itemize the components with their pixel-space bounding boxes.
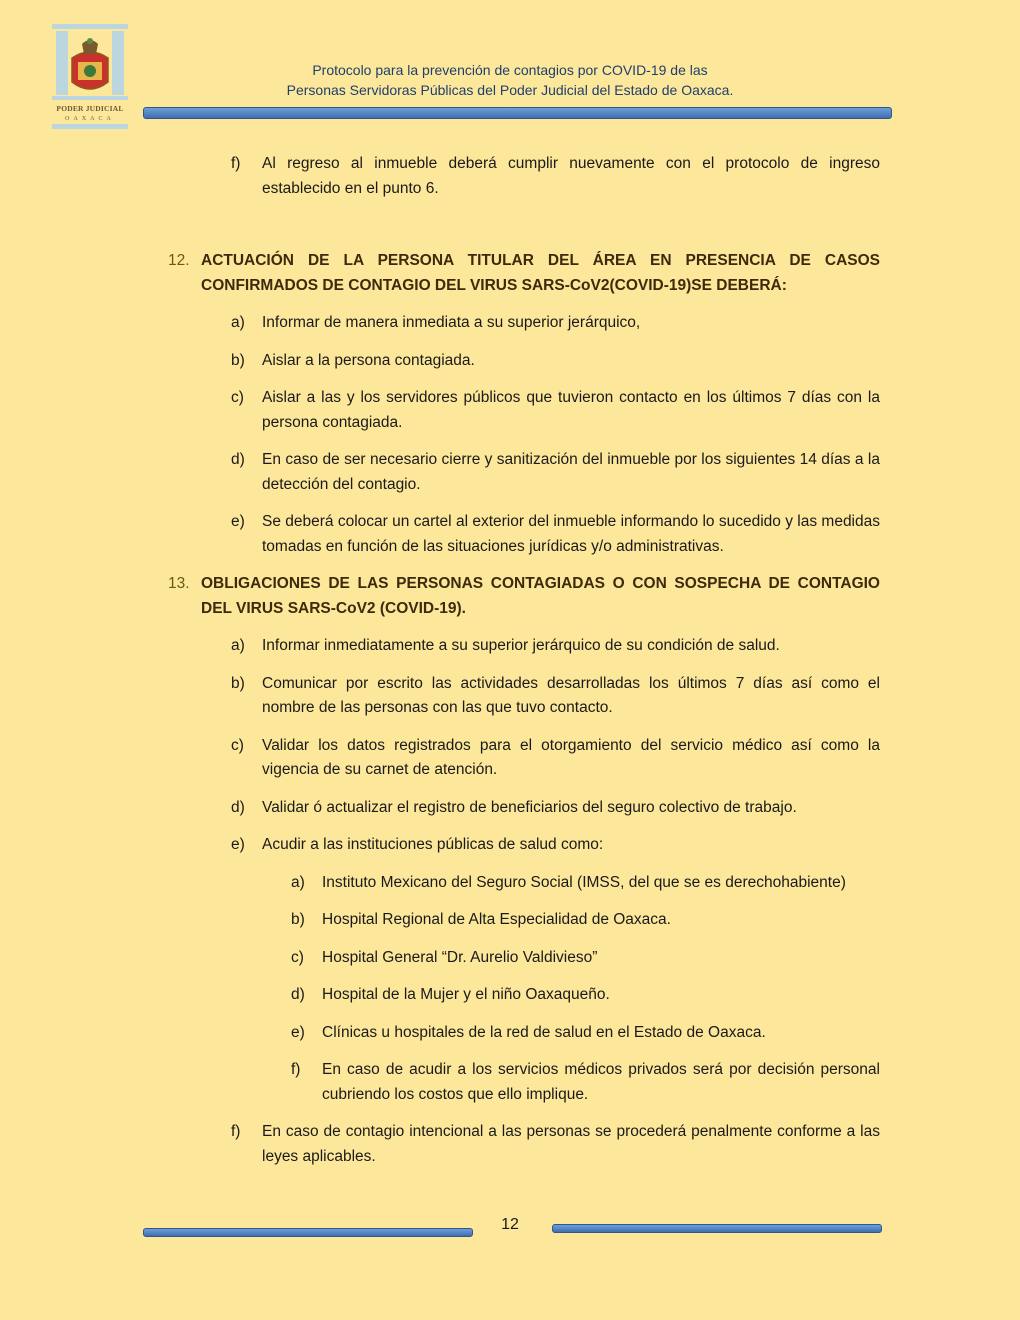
sub-list-item-label: e) <box>291 1023 305 1041</box>
list-item-label: d) <box>231 451 245 468</box>
sub-list-item <box>168 1058 880 1107</box>
sub-list-item <box>168 946 880 971</box>
sub-list-item <box>168 983 880 1008</box>
list-item <box>168 734 880 783</box>
list-item <box>168 152 880 201</box>
sub-list-item-text: Clínicas u hospitales de la red de salud en el Estado de Oaxaca. <box>322 1023 766 1041</box>
sub-list-item-label: d) <box>291 986 305 1003</box>
list-item <box>168 634 880 659</box>
list-item-text: Aislar a la persona contagiada. <box>262 351 475 369</box>
section-number: 12. <box>168 252 190 269</box>
list-item-label: c) <box>231 736 244 754</box>
sub-list-item-label: b) <box>291 911 305 928</box>
sub-list-item-text: En caso de acudir a los servicios médicos privados será por decisión personal cubriendo los costos que ello implique. <box>322 1061 880 1103</box>
list-item-text: Informar inmediatamente a su superior jerárquico de su condición de salud. <box>262 637 780 654</box>
list-item <box>168 349 880 374</box>
list-item-label: d) <box>231 798 245 816</box>
list-item-text: Comunicar por escrito las actividades desarrolladas los últimos 7 días así como el nombre de las personas con las que tuvo contacto. <box>262 674 880 716</box>
sub-list-item-text: Instituto Mexicano del Seguro Social (IMSS, del que se es derechohabiente) <box>322 873 846 891</box>
list-item-text: Aislar a las y los servidores públicos que tuvieron contacto en los últimos 7 días con la persona contagiada. <box>262 389 880 431</box>
list-item-text: Informar de manera inmediata a su superior jerárquico, <box>262 314 641 331</box>
sub-list-item-label: c) <box>291 948 304 966</box>
list-item-text: Validar los datos registrados para el otorgamiento del servicio médico así como la vigencia de su carnet de atención. <box>262 736 880 778</box>
list-item-text: Acudir a las instituciones públicas de salud como: <box>262 836 604 853</box>
list-item-text: Se deberá colocar un cartel al exterior del inmueble informando lo sucedido y las medidas tomadas en función de las situaciones jurídicas y/o administrativas. <box>262 513 880 555</box>
section-12-heading <box>168 249 880 298</box>
poder-judicial-logo <box>50 24 130 132</box>
list-item <box>168 510 880 559</box>
sub-list-item-label: a) <box>291 873 305 891</box>
list-item-label: b) <box>231 674 245 692</box>
sub-list-item-text: Hospital Regional de Alta Especialidad de Oaxaca. <box>322 911 671 928</box>
sub-list-item-text: Hospital General “Dr. Aurelio Valdivieso” <box>322 948 598 966</box>
list-item <box>168 672 880 721</box>
footer-divider-left <box>143 1228 473 1237</box>
list-item-text: Al regreso al inmueble deberá cumplir nuevamente con el protocolo de ingreso establecido en el punto 6. <box>262 155 880 197</box>
section-title: OBLIGACIONES DE LAS PERSONAS CONTAGIADAS O CON SOSPECHA DE CONTAGIO DEL VIRUS SARS-CoV2 (COVID-19). <box>201 575 880 617</box>
list-item-text: En caso de ser necesario cierre y sanitización del inmueble por los siguientes 14 días a la detección del contagio. <box>262 451 880 493</box>
logo-text-line1: PODER JUDICIAL <box>56 104 124 113</box>
header-divider-bar <box>143 107 892 119</box>
logo-text-line2: OAXACA <box>65 116 115 122</box>
section-13-heading <box>168 572 880 621</box>
sub-list-item <box>168 908 880 933</box>
list-item-label: e) <box>231 836 245 853</box>
list-item-label: a) <box>231 637 245 654</box>
list-item-label: f) <box>231 155 241 172</box>
page-number: 12 <box>501 1216 519 1233</box>
list-item-text: En caso de contagio intencional a las personas se procederá penalmente conforme a las leyes aplicables. <box>262 1123 880 1165</box>
sub-list-item <box>168 1021 880 1046</box>
list-item <box>168 311 880 336</box>
footer-divider-right <box>552 1224 882 1233</box>
list-item <box>168 796 880 821</box>
list-item-label: e) <box>231 513 245 530</box>
list-item <box>168 448 880 497</box>
list-item-label: f) <box>231 1123 241 1140</box>
sub-list-item <box>168 871 880 896</box>
list-item <box>168 386 880 435</box>
list-item-text: Validar ó actualizar el registro de beneficiarios del seguro colectivo de trabajo. <box>262 798 797 816</box>
list-item-label: a) <box>231 314 245 331</box>
list-item-label: b) <box>231 351 245 369</box>
section-number: 13. <box>168 575 190 592</box>
list-item <box>168 833 880 858</box>
sub-list-item-text: Hospital de la Mujer y el niño Oaxaqueño. <box>322 986 610 1003</box>
section-title: ACTUACIÓN DE LA PERSONA TITULAR DEL ÁREA EN PRESENCIA DE CASOS CONFIRMADOS DE CONTAGIO DEL VIRUS SARS-CoV2(COVID-19)SE DEBERÁ: <box>201 252 880 294</box>
sub-list-item-label: f) <box>291 1061 301 1078</box>
header-title-line2: Personas Servidoras Públicas del Poder Judicial del Estado de Oaxaca. <box>286 82 734 98</box>
list-item <box>168 1120 880 1169</box>
list-item-label: c) <box>231 389 244 406</box>
document-body <box>168 152 880 1169</box>
header-title-line1: Protocolo para la prevención de contagios por COVID-19 de las <box>312 62 708 78</box>
document-header <box>150 60 870 100</box>
